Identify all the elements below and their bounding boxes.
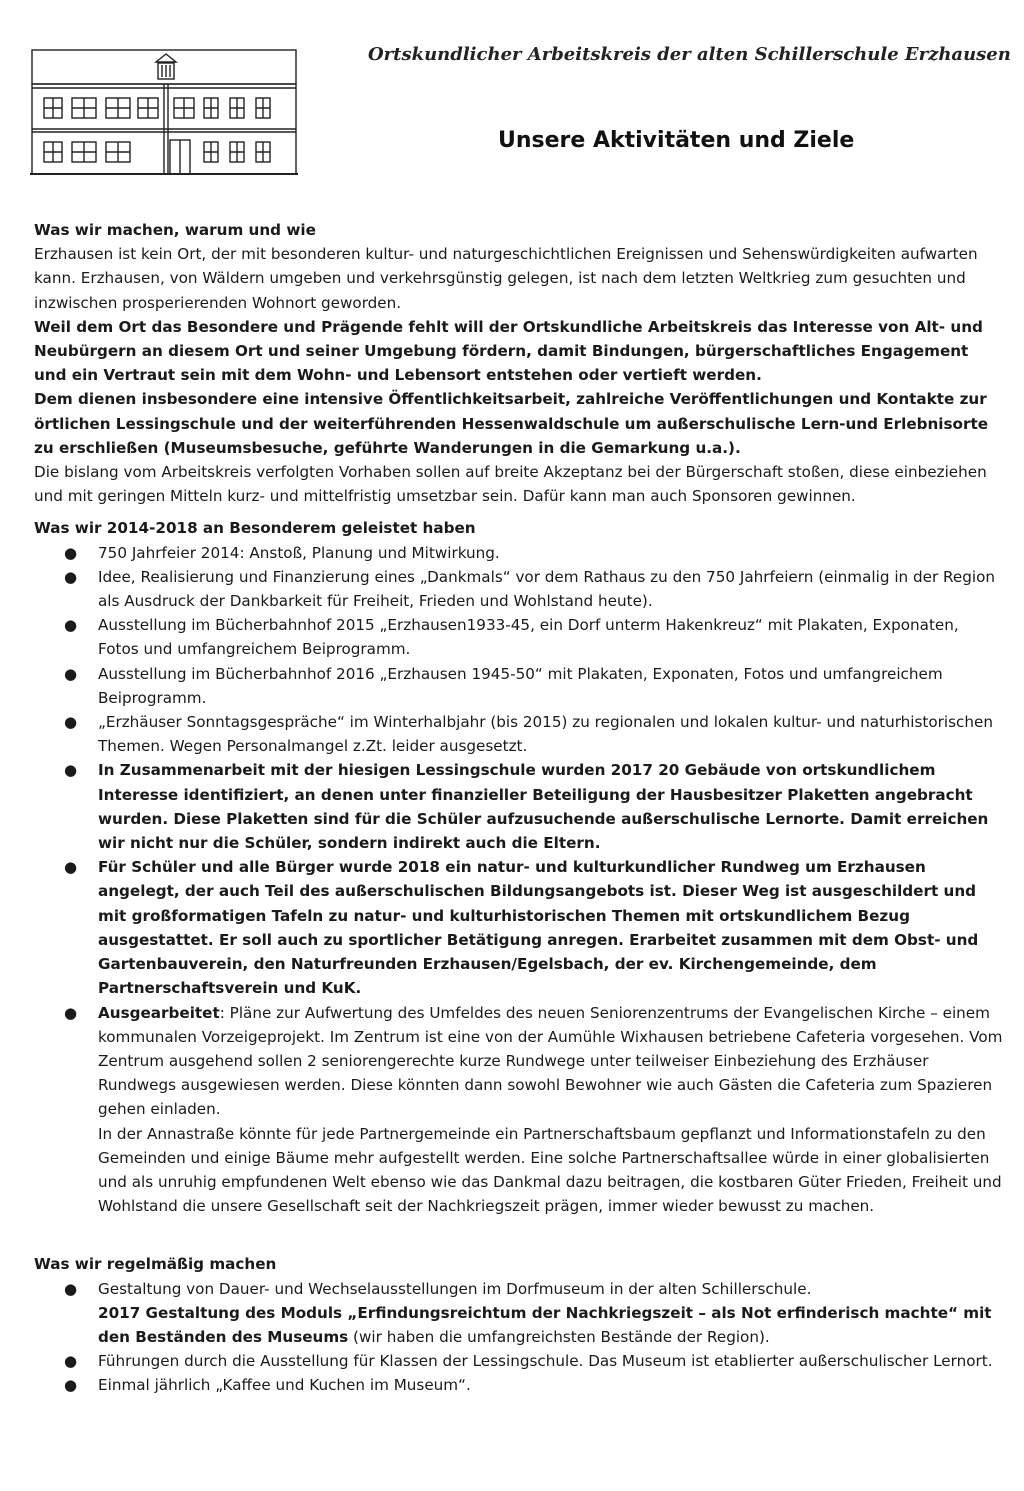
- list-item: ● Einmal jährlich „Kaffee und Kuchen im Museum“.: [34, 1373, 1004, 1397]
- list-item: ● „Erzhäuser Sonntagsgespräche“ im Winterhalbjahr (bis 2015) zu regionalen und lokalen kultur- und naturhistorischen Themen. Wegen Personalmangel z.Zt. leider ausgesetzt.: [34, 710, 1004, 758]
- organization-title: Ortskundlicher Arbeitskreis der alten Schillerschule Erzhausen: [368, 44, 1011, 65]
- bullet-icon: ●: [64, 664, 78, 683]
- paragraph-goal: Weil dem Ort das Besondere und Prägende fehlt will der Ortskundliche Arbeitskreis das Interesse von Alt- und Neubürgern an diesem Ort und seiner Umgebung fördern, damit Bindungen, bürgerschaftliches Engagement und ein Vertraut sein mit dem Wohn- und Lebensort entstehen oder vertieft werden.: [34, 317, 983, 385]
- section-heading-what-we-do: Was wir machen, warum und wie: [34, 221, 316, 239]
- bullet-icon: ●: [64, 1003, 78, 1022]
- bullet-icon: ●: [64, 858, 78, 877]
- paragraph-intro: Erzhausen ist kein Ort, der mit besonderen kultur- und naturgeschichtlichen Ereignissen und Sehenswürdigkeiten aufwarten kann. Erzhausen, von Wäldern umgeben und verkehrsgünstig gelegen, ist nach dem letzten Weltkrieg zum gesuchten und inzwischen prosperierenden Wohnort geworden.: [34, 245, 978, 312]
- list-item: ● 750 Jahrfeier 2014: Anstoß, Planung und Mitwirkung.: [34, 541, 1004, 565]
- list-item: ● Ausstellung im Bücherbahnhof 2015 „Erzhausen1933-45, ein Dorf unterm Hakenkreuz“ mit Plakaten, Exponaten, Fotos und umfangreichem Beiprogramm.: [34, 613, 1004, 661]
- list-item: ● Ausgearbeitet: Pläne zur Aufwertung des Umfeldes des neuen Seniorenzentrums der Evangelischen Kirche – einem kommunalen Vorzeigeprojekt. Im Zentrum ist eine von der Aumühle Wixhausen betriebene Cafeteria vorgesehen. Vom Zentrum ausgehend sollen 2 seniorengerechte kurze Rundwege unter teilweiser Einbeziehung des Erzhäuser Rundwegs ausgewiesen werden. Diese könnten dann sowohl Bewohner wie auch Gästen die Cafeteria zum Spazieren gehen einladen. In der Annastraße könnte für jede Partnergemeinde ein Partnerschaftsbaum gepflanzt und Informationstafeln zu den Gemeinden und einige Bäume mehr aufgestellt werden. Eine solche Partnerschaftsallee würde in einer globalisierten und als unruhig empfundenen Welt ebenso wie das Dankmal dazu beitragen, die kostbaren Güter Frieden, Freiheit und Wohlstand die unsere Gesellschaft seit der Nachkriegszeit prägen, immer wieder bewusst zu machen.: [34, 1001, 1004, 1219]
- list-item: ● Für Schüler und alle Bürger wurde 2018 ein natur- und kulturkundlicher Rundweg um Erzhausen angelegt, der auch Teil des außerschulischen Bildungsangebots ist. Dieser Weg ist ausgeschildert und mit großformatigen Tafeln zu natur- und kulturhistorischen Themen mit ortskundlichem Bezug ausgestattet. Er soll auch zu sportlicher Betätigung anregen. Erarbeitet zusammen mit dem Obst- und Gartenbauverein, den Naturfreunden Erzhausen/Egelsbach, der ev. Kirchengemeinde, dem Partnerschaftsverein und KuK.: [34, 855, 1004, 1000]
- bullet-icon: ●: [64, 713, 78, 732]
- bullet-icon: ●: [64, 761, 78, 780]
- bullet-icon: ●: [64, 1352, 78, 1371]
- bullet-icon: ●: [64, 1279, 78, 1298]
- page-title: Unsere Aktivitäten und Ziele: [498, 128, 855, 153]
- paragraph-partnership-alley: In der Annastraße könnte für jede Partnergemeinde ein Partnerschaftsbaum gepflanzt und Informationstafeln zu den Gemeinden und einige Bäume mehr aufgestellt werden. Eine solche Partnerschaftsallee würde in einer globalisierten und als unruhig empfundenen Welt ebenso wie das Dankmal dazu beitragen, die kostbaren Güter Frieden, Freiheit und Wohlstand die unsere Gesellschaft seit der Nachkriegszeit prägen, immer wieder bewusst zu machen.: [98, 1124, 1002, 1216]
- paragraph-means: Dem dienen insbesondere eine intensive Öffentlichkeitsarbeit, zahlreiche Veröffentlichungen und Kontakte zur örtlichen Lessingschule und der weiterführenden Hessenwaldschule um außerschulische Lern-und Erlebnisorte zu erschließen (Museumsbesuche, geführte Wanderungen in die Gemarkung u.a.).: [34, 390, 989, 457]
- bullet-icon: ●: [64, 543, 78, 562]
- document-body: [34, 218, 1004, 1398]
- bullet-icon: ●: [64, 1376, 78, 1395]
- list-item: ● Ausstellung im Bücherbahnhof 2016 „Erzhausen 1945-50“ mit Plakaten, Exponaten, Fotos und umfangreichem Beiprogramm.: [34, 662, 1004, 710]
- section-heading-regular: Was wir regelmäßig machen: [34, 1255, 277, 1274]
- bullet-icon: ●: [64, 567, 78, 586]
- achievements-list: [34, 541, 1004, 1219]
- schillerschule-building-logo: [30, 48, 298, 176]
- regular-activities-list: [34, 1277, 1004, 1398]
- bullet-icon: ●: [64, 616, 78, 635]
- item-label: Ausgearbeitet: [98, 1003, 220, 1022]
- section-heading-achievements: Was wir 2014-2018 an Besonderem geleistet haben: [34, 519, 476, 538]
- paragraph-projects: Die bislang vom Arbeitskreis verfolgten Vorhaben sollen auf breite Akzeptanz bei der Bürgerschaft stoßen, diese einbeziehen und mit geringen Mitteln kurz- und mittelfristig umsetzbar sein. Dafür kann man auch Sponsoren gewinnen.: [34, 463, 987, 506]
- list-item: ● Idee, Realisierung und Finanzierung eines „Dankmals“ vor dem Rathaus zu den 750 Jahrfeiern (einmalig in der Region als Ausdruck der Dankbarkeit für Freiheit, Frieden und Wohlstand heute).: [34, 565, 1004, 613]
- list-item: ● In Zusammenarbeit mit der hiesigen Lessingschule wurden 2017 20 Gebäude von ortskundlichem Interesse identifiziert, an denen unter finanzieller Beteiligung der Hausbesitzer Plaketten angebracht wurden. Diese Plaketten sind für die Schüler aufzusuchende außerschulische Lernorte. Damit erreichen wir nicht nur die Schüler, sondern indirekt auch die Eltern.: [34, 758, 1004, 855]
- list-item: ● Gestaltung von Dauer- und Wechselausstellungen im Dorfmuseum in der alten Schillerschule. 2017 Gestaltung des Moduls „Erfindungsreichtum der Nachkriegszeit – als Not erfinderisch machte“ mit den Beständen des Museums (wir haben die umfangreichsten Bestände der Region).: [34, 1277, 1004, 1350]
- list-item: ● Führungen durch die Ausstellung für Klassen der Lessingschule. Das Museum ist etablierter außerschulischer Lernort.: [34, 1349, 1004, 1373]
